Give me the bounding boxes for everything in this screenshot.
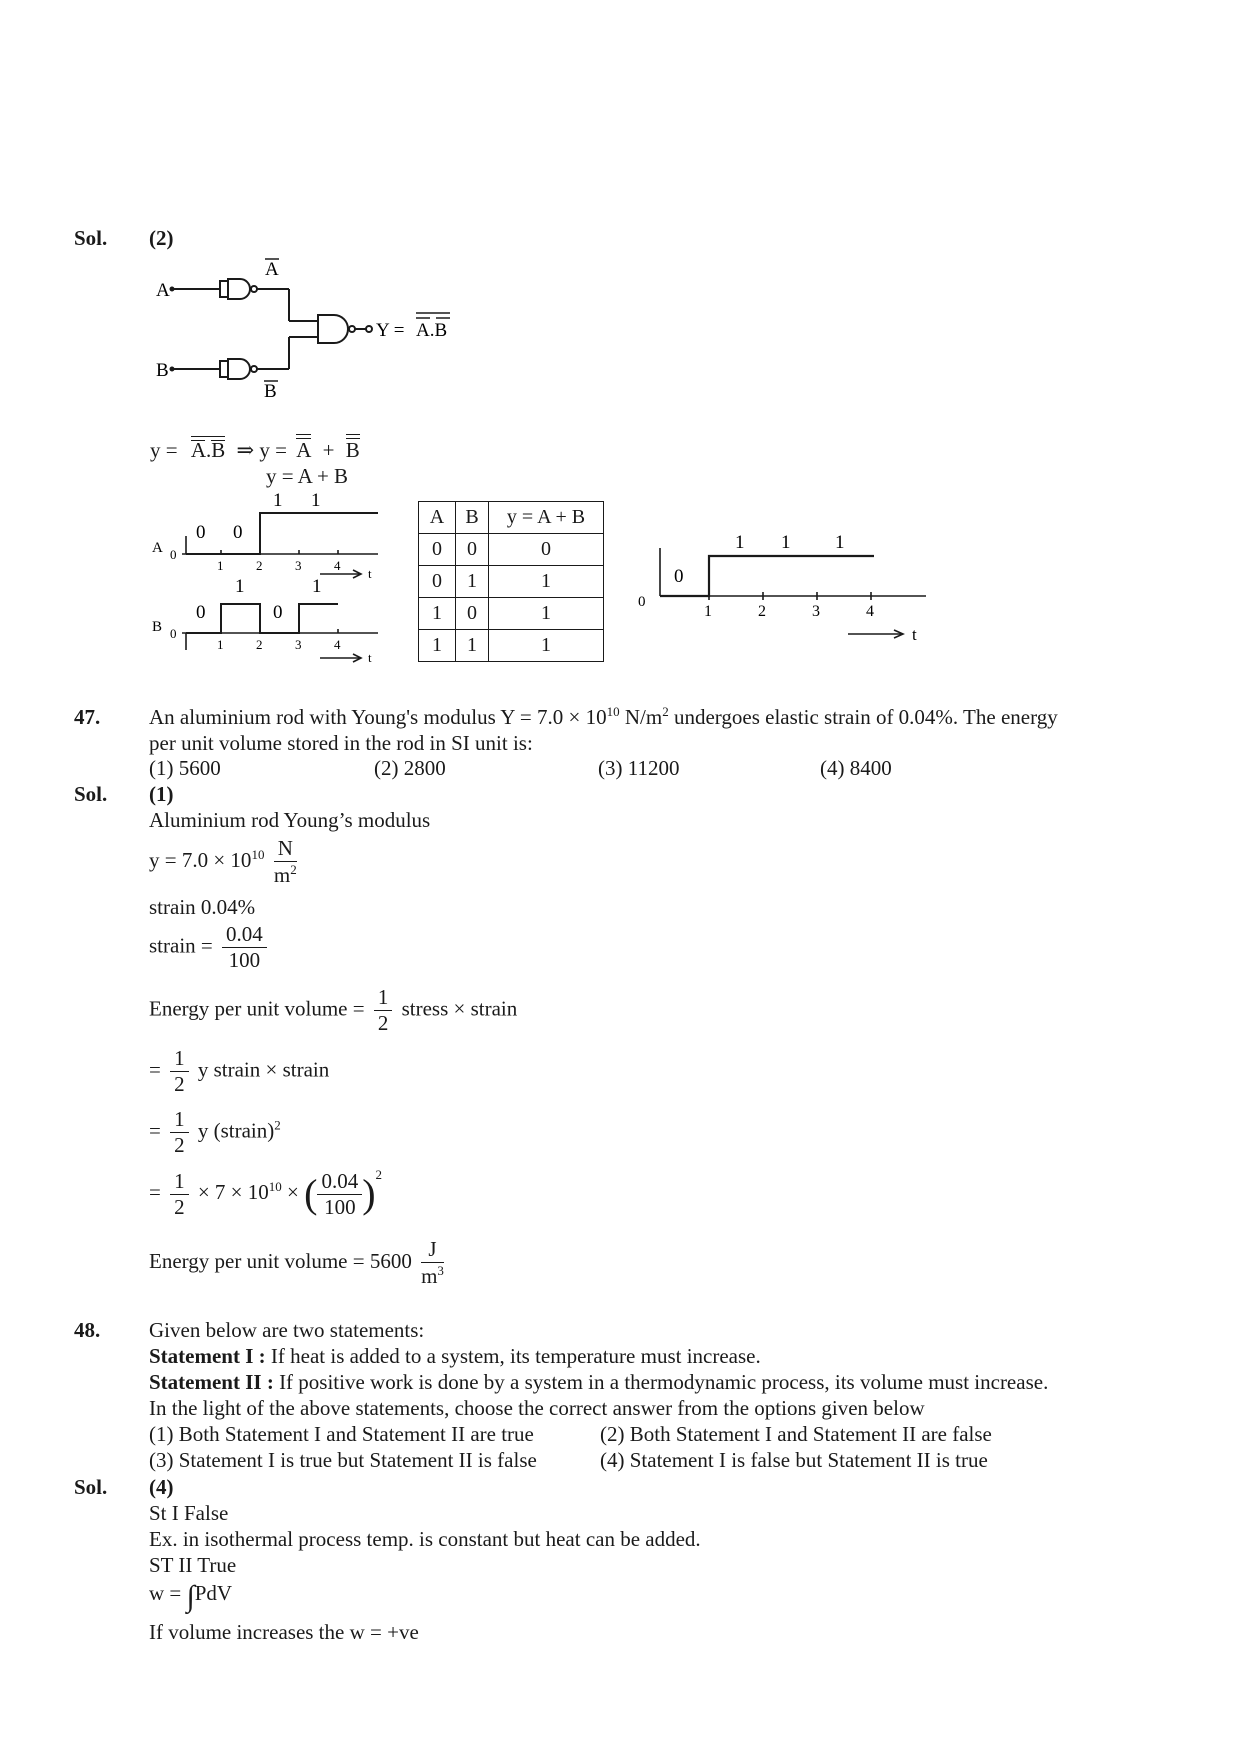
wave-a-tick: 3 bbox=[295, 558, 302, 573]
sol-line: ST II True bbox=[149, 1553, 237, 1577]
logic-circuit bbox=[140, 255, 470, 405]
wave-b-level: 1 bbox=[235, 576, 245, 597]
wave-a-level: 0 bbox=[196, 522, 206, 543]
table-cell: 1 bbox=[489, 598, 604, 630]
wave-a-level: 1 bbox=[273, 490, 283, 511]
sol-line: Aluminium rod Young’s modulus bbox=[149, 808, 431, 832]
option: (3) Statement I is true but Statement II is false bbox=[149, 1448, 537, 1472]
wave-b-level: 1 bbox=[312, 576, 322, 597]
table-header: A bbox=[419, 502, 456, 534]
circuit-out-y: Y = bbox=[376, 320, 405, 341]
table-cell: 1 bbox=[456, 566, 489, 598]
sol-line: Ex. in isothermal process temp. is constant but heat can be added. bbox=[149, 1527, 701, 1551]
strain-eq: strain = $\frac{0.04}{100}$ bbox=[149, 922, 271, 973]
option: (4) Statement I is false but Statement II is true bbox=[600, 1448, 988, 1472]
table-cell: 1 bbox=[489, 566, 604, 598]
circuit-in-b: B bbox=[156, 360, 169, 381]
table-header: B bbox=[456, 502, 489, 534]
sol-answer: (1) bbox=[149, 782, 174, 806]
table-cell: 0 bbox=[419, 566, 456, 598]
energy-step-1: = $\frac{1}{2}$ y strain × strain bbox=[149, 1046, 330, 1097]
youngs-modulus-eq: $y = 7.0 \times 10^{10}$ $\frac{N}{m^2}$ bbox=[149, 836, 297, 888]
sol-label: Sol. bbox=[74, 1475, 108, 1499]
wave-a-tick: 2 bbox=[256, 558, 263, 573]
energy-step-2: = $\frac{1}{2}$ y (strain)$^2$ bbox=[149, 1107, 281, 1158]
wave-b-tick: 4 bbox=[334, 637, 341, 652]
wave-y-tick: 1 bbox=[704, 603, 712, 620]
wave-y-tick: 4 bbox=[866, 603, 874, 620]
q47-text-line-1: An aluminium rod with Young's modulus $Y = 7.0 \times 10^{10}$ $N/m^2$ undergoes elastic strain of 0.04%. The energy bbox=[149, 704, 1058, 729]
option: (2) Both Statement I and Statement II are false bbox=[600, 1422, 992, 1446]
option: (1) 5600 bbox=[149, 756, 221, 780]
wave-a-tick: 1 bbox=[217, 558, 224, 573]
wave-y-tick: 3 bbox=[812, 603, 820, 620]
wave-y-level: 1 bbox=[781, 532, 791, 553]
wave-y-tick: 2 bbox=[758, 603, 766, 620]
wave-b-level: 0 bbox=[273, 602, 283, 623]
table-cell: 1 bbox=[456, 630, 489, 662]
wave-b-t: t bbox=[368, 650, 372, 665]
question-number: 48. bbox=[74, 1318, 101, 1342]
truth-table bbox=[418, 501, 604, 662]
circuit-in-a: A bbox=[156, 280, 170, 301]
wave-b-label: B bbox=[152, 619, 163, 635]
circuit-bbar: B bbox=[264, 381, 277, 402]
table-row bbox=[419, 598, 604, 630]
wave-a-zero: 0 bbox=[170, 547, 177, 562]
work-integral: w = ∫PdV bbox=[149, 1580, 233, 1613]
table-row bbox=[419, 630, 604, 662]
sol-label: Sol. bbox=[74, 782, 108, 806]
table-row bbox=[419, 566, 604, 598]
wave-a-level: 0 bbox=[233, 522, 243, 543]
circuit-abar: A bbox=[265, 259, 279, 280]
sol-line: If volume increases the w = +ve bbox=[149, 1620, 419, 1644]
energy-result: Energy per unit volume = 5600 $\frac{J}{m^3}$ bbox=[149, 1237, 444, 1289]
circuit-out-expr: A.B bbox=[416, 320, 448, 341]
wave-y-level: 0 bbox=[674, 566, 684, 587]
wave-y-level: 1 bbox=[835, 532, 845, 553]
energy-eq: Energy per unit volume = $\frac{1}{2}$ stress × strain bbox=[149, 985, 518, 1036]
option: (1) Both Statement I and Statement II are true bbox=[149, 1422, 534, 1446]
table-cell: 0 bbox=[489, 534, 604, 566]
table-row bbox=[419, 502, 604, 534]
wave-y-level: 1 bbox=[735, 532, 745, 553]
sol-line: St I False bbox=[149, 1501, 229, 1525]
energy-step-3: = $\frac{1}{2}$ × $7 \times 10^{10}$ × ( $\frac{0.04}{100}$ )$^2$ bbox=[149, 1167, 383, 1219]
option: (3) 11200 bbox=[598, 756, 680, 780]
waveform-y bbox=[636, 520, 936, 650]
table-header: y = A + B bbox=[489, 502, 604, 534]
table-cell: 0 bbox=[419, 534, 456, 566]
eq-line-2: y = A + B bbox=[266, 464, 349, 488]
sol-answer: (2) bbox=[149, 226, 174, 250]
wave-b-zero: 0 bbox=[170, 626, 177, 641]
wave-b-tick: 1 bbox=[217, 637, 224, 652]
statement-2: Statement II : If positive work is done by a system in a thermodynamic process, its volume must increase. bbox=[149, 1370, 1049, 1394]
q48-intro: Given below are two statements: bbox=[149, 1318, 425, 1342]
option: (4) 8400 bbox=[820, 756, 892, 780]
wave-y-t: t bbox=[912, 625, 917, 644]
q48-instruction: In the light of the above statements, choose the correct answer from the options given below bbox=[149, 1396, 925, 1420]
table-cell: 1 bbox=[489, 630, 604, 662]
q47-text-line-2: per unit volume stored in the rod in SI unit is: bbox=[149, 731, 533, 755]
table-cell: 1 bbox=[419, 630, 456, 662]
option: (2) 2800 bbox=[374, 756, 446, 780]
statement-1: Statement I : If heat is added to a system, its temperature must increase. bbox=[149, 1344, 761, 1368]
sol-answer: (4) bbox=[149, 1475, 174, 1499]
wave-b-tick: 3 bbox=[295, 637, 302, 652]
table-cell: 1 bbox=[419, 598, 456, 630]
wave-b-tick: 2 bbox=[256, 637, 263, 652]
waveform-a-b bbox=[148, 488, 388, 673]
table-row bbox=[419, 534, 604, 566]
eq-line-1: y = A.B ⇒ y = A + B bbox=[150, 438, 360, 462]
wave-b-level: 0 bbox=[196, 602, 206, 623]
table-cell: 0 bbox=[456, 534, 489, 566]
sol-label: Sol. bbox=[74, 226, 108, 250]
wave-a-t: t bbox=[368, 566, 372, 581]
wave-a-label: A bbox=[152, 540, 163, 556]
strain-percent: strain 0.04% bbox=[149, 895, 256, 919]
wave-y-zero: 0 bbox=[638, 594, 646, 610]
wave-a-tick: 4 bbox=[334, 558, 341, 573]
question-number: 47. bbox=[74, 705, 101, 729]
wave-a-level: 1 bbox=[311, 490, 321, 511]
table-cell: 0 bbox=[456, 598, 489, 630]
